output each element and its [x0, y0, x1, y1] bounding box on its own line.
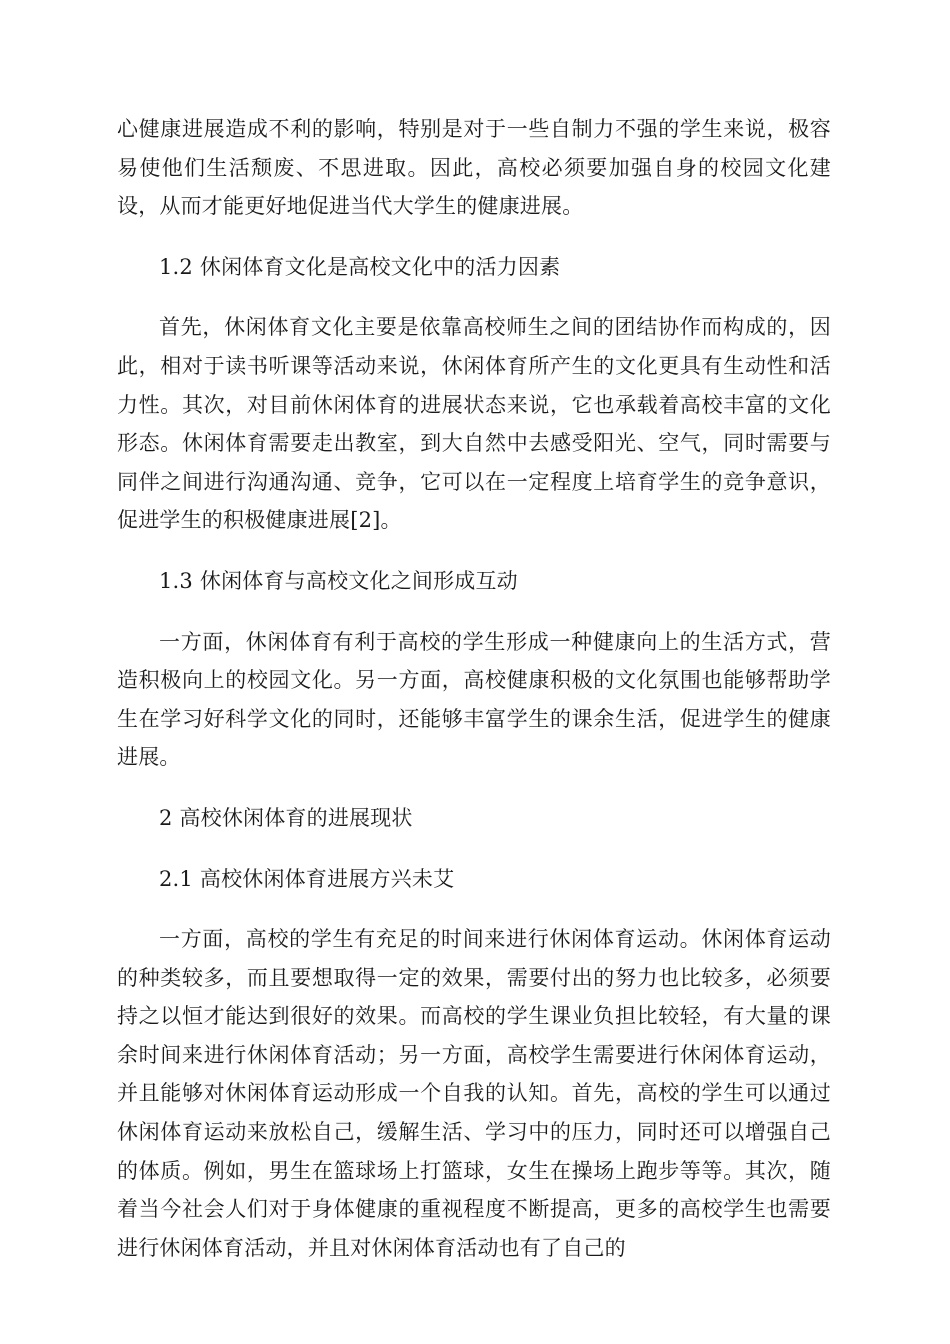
section-heading-1-3: 1.3 休闲体育与高校文化之间形成互动	[159, 568, 518, 593]
paragraph-development: 一方面，高校的学生有充足的时间来进行休闲体育运动。休闲体育运动的种类较多，而且要想取得一定的效果，需要付出的努力也比较多，必须要持之以恒才能达到很好的效果。而高校的学生课业负担比较轻，有大量的课余时间来进行休闲体育活动；另一方面，高校学生需要进行休闲体育运动，并且能够对休闲体育运动形成一个自我的认知。首先，高校的学生可以通过休闲体育运动来放松自己，缓解生活、学习中的压力，同时还可以增强自己的体质。例如，男生在篮球场上打篮球，女生在操场上跑步等等。其次，随着当今社会人们对于身体健康的重视程度不断提高，更多的高校学生也需要进行休闲体育活动，并且对休闲体育活动也有了自己的	[117, 927, 831, 1260]
document-body	[117, 110, 831, 1289]
paragraph-interaction: 一方面，休闲体育有利于高校的学生形成一种健康向上的生活方式，营造积极向上的校园文化。另一方面，高校健康积极的文化氛围也能够帮助学生在学习好科学文化的同时，还能够丰富学生的课余生活，促进学生的健康进展。	[117, 629, 831, 770]
section-heading-2: 2 高校休闲体育的进展现状	[159, 805, 413, 830]
paragraph-vitality: 首先，休闲体育文化主要是依靠高校师生之间的团结协作而构成的，因此，相对于读书听课等活动来说，休闲体育所产生的文化更具有生动性和活力性。其次，对目前休闲体育的进展状态来说，它也承载着高校丰富的文化形态。休闲体育需要走出教室，到大自然中去感受阳光、空气，同时需要与同伴之间进行沟通沟通、竞争，它可以在一定程度上培育学生的竞争意识，促进学生的积极健康进展[2]。	[117, 315, 831, 533]
section-heading-1-2: 1.2 休闲体育文化是高校文化中的活力因素	[159, 254, 561, 279]
section-heading-2-1: 2.1 高校休闲体育进展方兴未艾	[159, 866, 455, 891]
paragraph-continuation: 心健康进展造成不利的影响，特别是对于一些自制力不强的学生来说，极容易使他们生活颓废、不思进取。因此，高校必须要加强自身的校园文化建设，从而才能更好地促进当代大学生的健康进展。	[117, 117, 831, 219]
